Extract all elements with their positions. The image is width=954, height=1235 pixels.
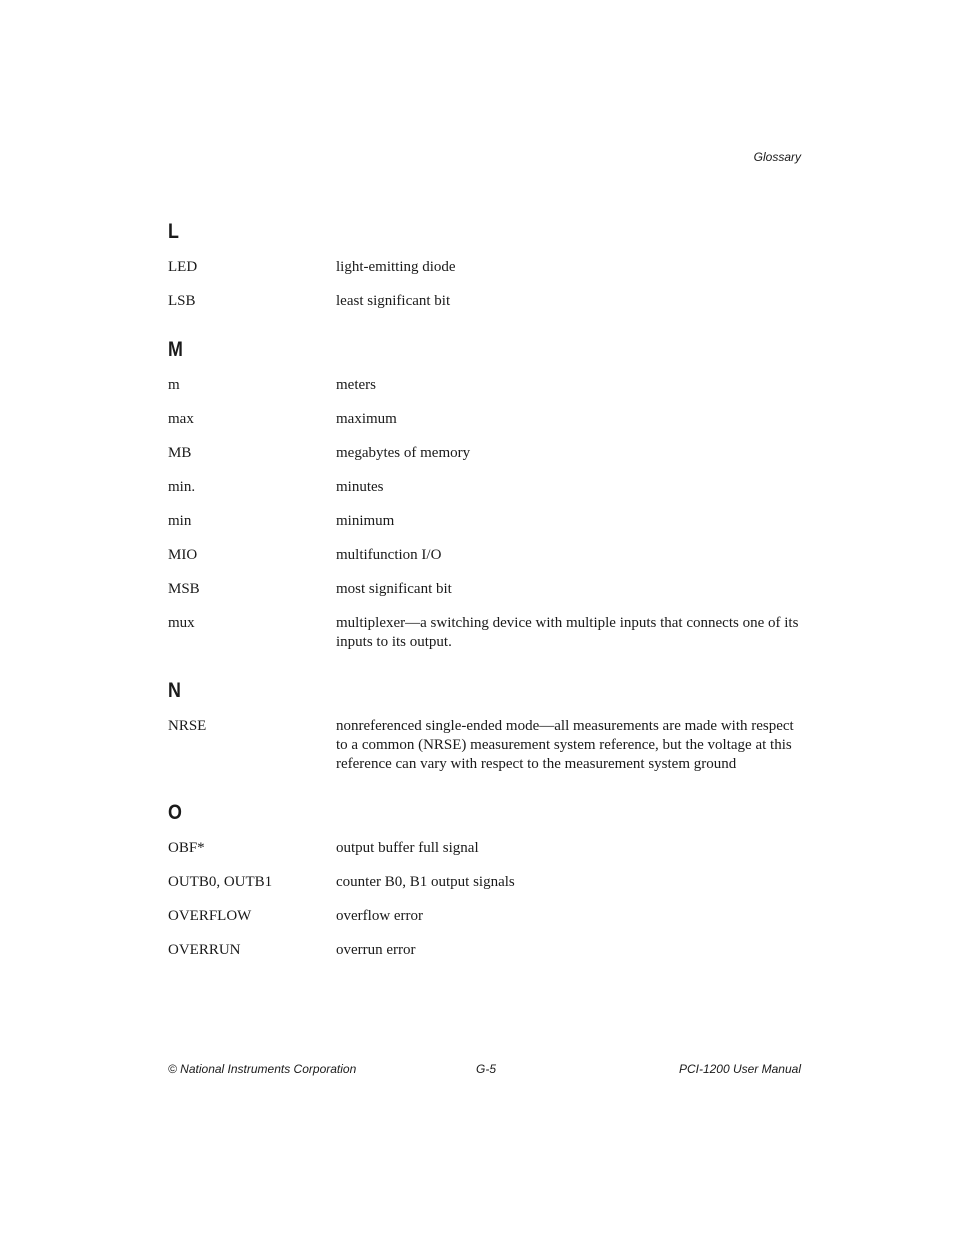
glossary-entry [168,478,801,497]
glossary-entry [168,717,801,774]
glossary-definition: nonreferenced single-ended mode—all measurements are made with respect to a common (NRSE) measurement system reference, but the voltage at this reference can vary with respect to the measurement system ground [336,718,794,772]
glossary-section-n [168,677,801,774]
glossary-entry [168,839,801,858]
glossary-entry [168,292,801,311]
glossary-entry [168,614,801,652]
glossary-section-l [168,218,801,311]
glossary-entry [168,376,801,395]
glossary-definition: minutes [336,479,384,495]
glossary-term: MIO [168,547,198,563]
glossary-term: m [168,377,180,393]
glossary-definition: most significant bit [336,581,452,597]
glossary-term: NRSE [168,718,207,734]
glossary-term: LSB [168,293,196,309]
running-header: Glossary [753,150,801,164]
glossary-term: OVERRUN [168,942,241,958]
section-letter: O [168,801,182,824]
glossary-term: MB [168,445,192,461]
glossary-definition: megabytes of memory [336,445,471,461]
glossary-definition: maximum [336,411,397,427]
glossary-entry [168,410,801,429]
glossary-body [168,218,801,975]
footer-copyright: © National Instruments Corporation [168,1062,357,1076]
glossary-term: min. [168,479,196,495]
glossary-entry [168,258,801,277]
glossary-entry [168,580,801,599]
section-letter: N [168,679,181,702]
glossary-definition: output buffer full signal [336,840,479,856]
glossary-term: mux [168,615,195,631]
glossary-term: OVERFLOW [168,908,252,924]
glossary-definition: overrun error [336,942,416,958]
glossary-entry [168,907,801,926]
glossary-entry [168,873,801,892]
glossary-entry [168,444,801,463]
section-letter: M [168,338,183,361]
glossary-term: OBF* [168,840,205,856]
glossary-term: max [168,411,194,427]
manual-title: PCI-1200 User Manual [678,1062,801,1076]
glossary-definition: least significant bit [336,293,451,309]
glossary-definition: meters [336,377,376,393]
glossary-section-m [168,336,801,652]
glossary-entry [168,546,801,565]
glossary-entry [168,941,801,960]
glossary-definition: overflow error [336,908,424,924]
section-letter: L [168,220,179,243]
page-number: G-5 [476,1062,497,1076]
glossary-definition: light-emitting diode [336,259,456,275]
glossary-term: LED [168,259,198,275]
glossary-term: min [168,513,192,529]
glossary-definition: multiplexer—a switching device with multiple inputs that connects one of its inputs to its output. [336,615,799,650]
glossary-definition: counter B0, B1 output signals [336,874,515,890]
glossary-section-o [168,799,801,960]
glossary-entry [168,512,801,531]
glossary-term: OUTB0, OUTB1 [168,874,273,890]
glossary-term: MSB [168,581,200,597]
glossary-definition: minimum [336,513,395,529]
glossary-definition: multifunction I/O [336,547,442,563]
